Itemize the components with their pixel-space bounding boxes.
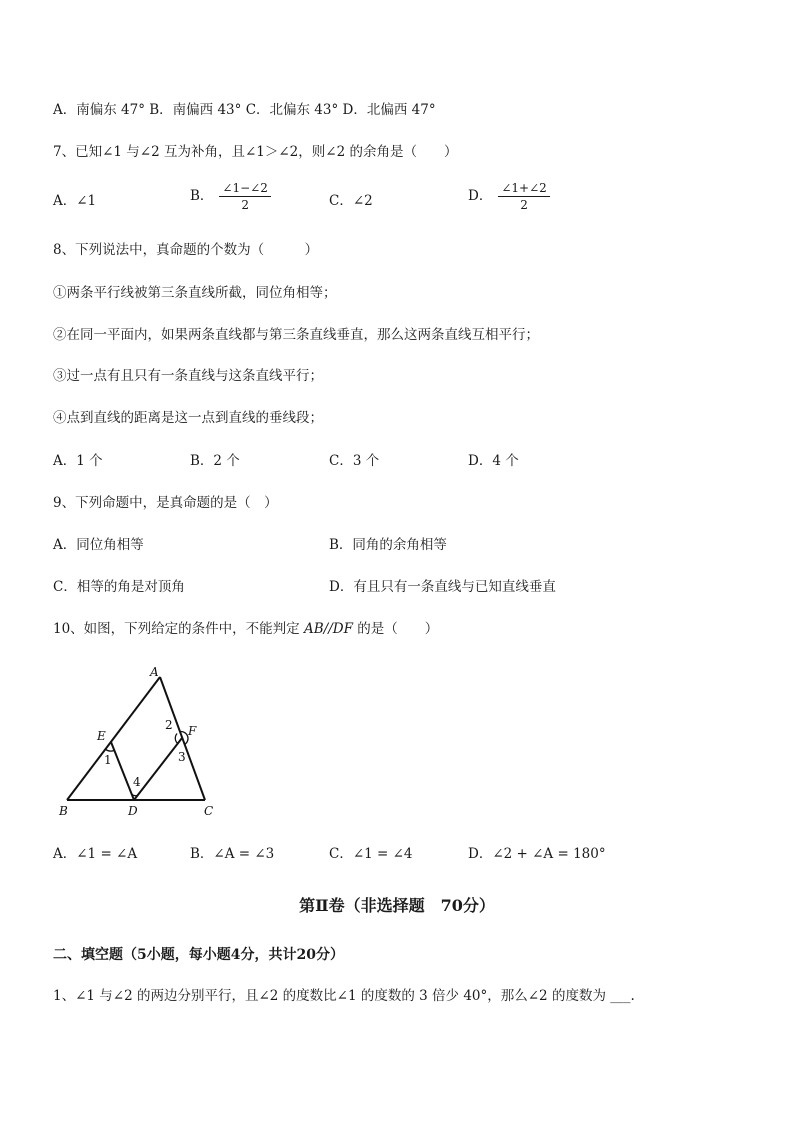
label-vertex-c: C xyxy=(204,804,214,818)
q9-option-a: A．同位角相等 xyxy=(53,537,144,553)
segment-ed xyxy=(111,742,134,800)
q7-option-d xyxy=(468,181,550,212)
q7-option-c: C．∠2 xyxy=(329,193,373,209)
q8-item-4: ④点到直线的距离是这一点到直线的垂线段； xyxy=(53,410,323,426)
q10-stem-math: AB//DF xyxy=(303,621,353,637)
label-vertex-e: E xyxy=(97,729,106,743)
q8-item-1: ①两条平行线被第三条直线所截，同位角相等； xyxy=(53,285,337,301)
label-vertex-d: D xyxy=(128,804,138,818)
fraction-denominator: 2 xyxy=(520,198,528,212)
q8-item-2: ②在同一平面内，如果两条直线都与第三条直线垂直，那么这两条直线互相平行； xyxy=(53,327,539,343)
label-vertex-b: B xyxy=(59,804,68,818)
q10-option-c: C．∠1 = ∠4 xyxy=(329,846,413,862)
q7-option-b-label: B． xyxy=(190,188,214,204)
fraction-numerator: ∠1−∠2 xyxy=(219,181,270,197)
q9-option-b: B．同角的余角相等 xyxy=(329,537,447,553)
label-angle-2: 2 xyxy=(165,718,173,732)
segment-df xyxy=(134,738,182,800)
label-vertex-a: A xyxy=(150,665,159,679)
q7-option-d-fraction xyxy=(498,181,549,212)
q10-option-d: D．∠2 + ∠A = 180° xyxy=(468,846,606,862)
q7-option-b xyxy=(190,181,271,212)
q7-option-d-label: D． xyxy=(468,188,493,204)
q8-option-a: A．1 个 xyxy=(53,453,103,469)
q10-stem-after: 的是（ ） xyxy=(352,621,439,637)
q8-stem: 8、下列说法中，真命题的个数为（ ） xyxy=(53,242,319,258)
angle-4-arc xyxy=(132,794,138,795)
q10-stem-before: 10、如图，下列给定的条件中，不能判定 xyxy=(53,621,304,637)
q6-options: A．南偏东 47° B．南偏西 43° C．北偏东 43° D．北偏西 47° xyxy=(53,102,436,118)
label-angle-4: 4 xyxy=(133,775,141,789)
label-vertex-f: F xyxy=(188,724,197,738)
q7-stem: 7、已知∠1 与∠2 互为补角，且∠1＞∠2，则∠2 的余角是（ ） xyxy=(53,144,458,160)
side-ab xyxy=(67,677,160,800)
q7-option-b-fraction xyxy=(219,181,270,212)
fraction-numerator: ∠1+∠2 xyxy=(498,181,549,197)
angle-2-arc xyxy=(175,734,177,744)
fill-question-1: 1、∠1 与∠2 的两边分别平行，且∠2 的度数比∠1 的度数的 3 倍少 40°，那么∠2 的度数为 ___. xyxy=(53,988,635,1004)
label-angle-3: 3 xyxy=(178,750,186,764)
fraction-denominator: 2 xyxy=(241,198,249,212)
q10-option-a: A．∠1 = ∠A xyxy=(53,846,138,862)
part-title: 二、填空题（5小题，每小题4分，共计20分） xyxy=(53,947,344,963)
q8-option-c: C．3 个 xyxy=(329,453,380,469)
section-title: 第Ⅱ卷（非选择题 70分） xyxy=(299,896,495,915)
q9-option-d: D．有且只有一条直线与已知直线垂直 xyxy=(329,579,556,595)
q8-option-b: B．2 个 xyxy=(190,453,240,469)
q9-option-c: C．相等的角是对顶角 xyxy=(53,579,185,595)
q9-stem: 9、下列命题中，是真命题的是（ ） xyxy=(53,495,278,511)
q10-stem xyxy=(53,620,438,638)
q10-triangle-figure xyxy=(50,660,230,825)
q10-option-b: B．∠A = ∠3 xyxy=(190,846,275,862)
q8-option-d: D．4 个 xyxy=(468,453,519,469)
q7-option-a: A．∠1 xyxy=(53,193,97,209)
label-angle-1: 1 xyxy=(104,753,112,767)
q8-item-3: ③过一点有且只有一条直线与这条直线平行； xyxy=(53,368,323,384)
